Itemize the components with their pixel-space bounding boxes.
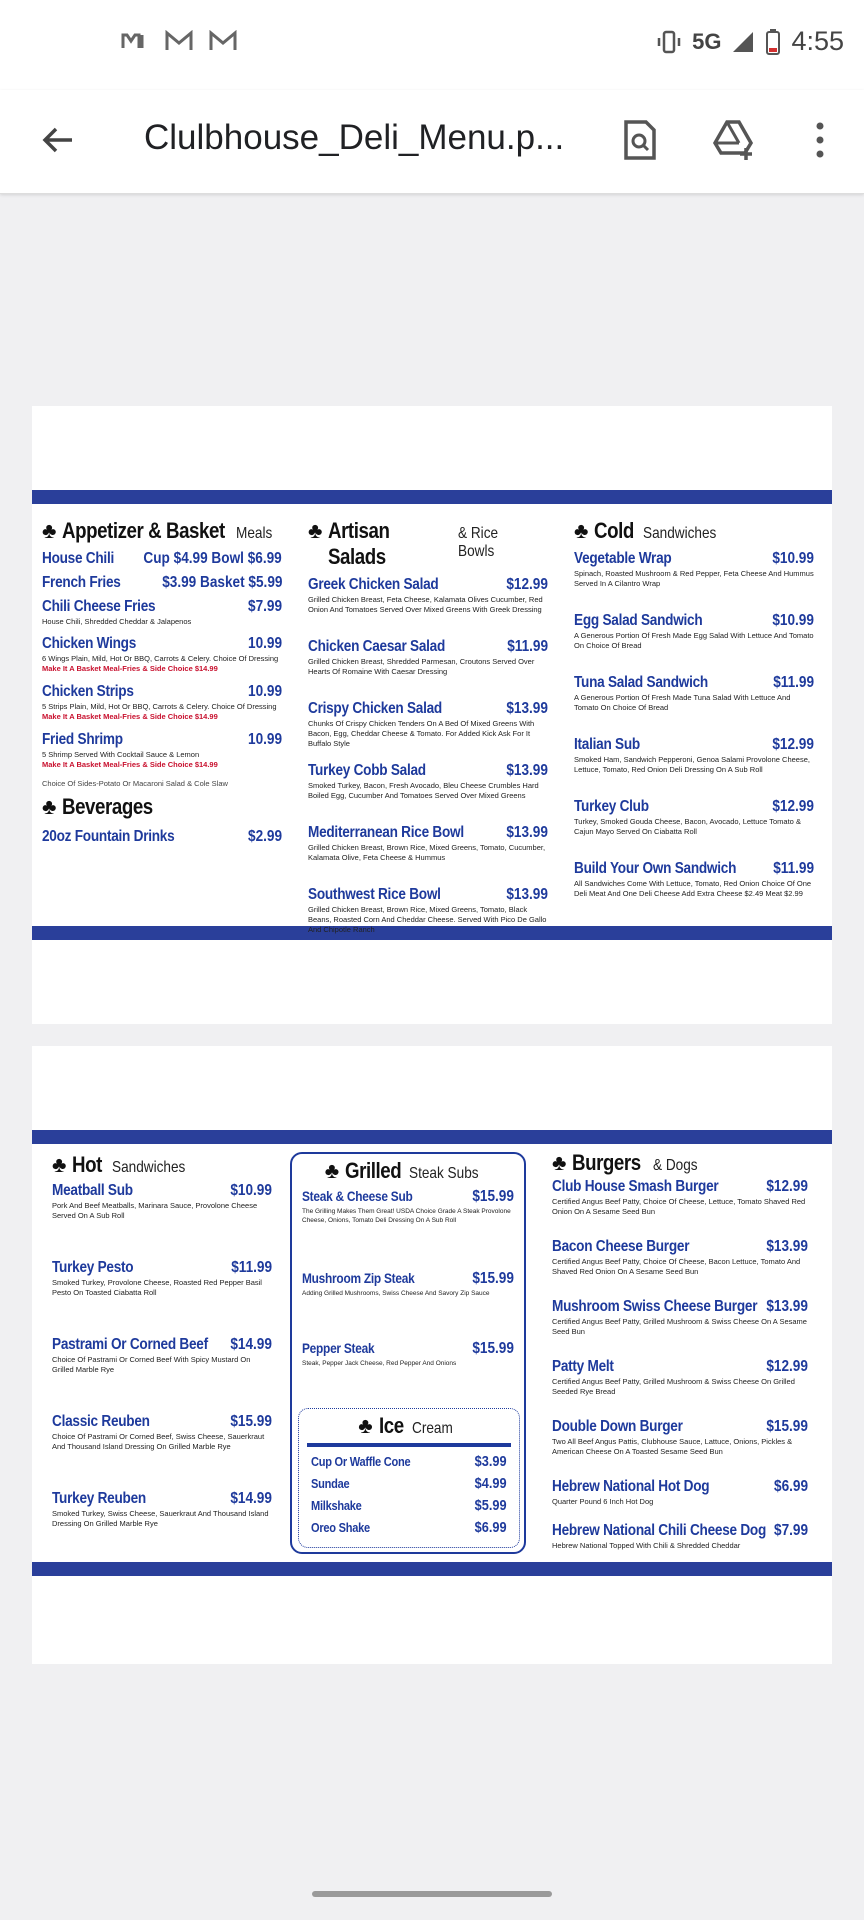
section-title: Artisan Salads [328, 518, 390, 569]
item-price: $3.99 Basket $5.99 [161, 574, 282, 591]
section-title: Cold [594, 518, 635, 543]
section-title: Ice [378, 1413, 404, 1438]
menu-item [52, 1490, 272, 1567]
menu-item [552, 1178, 808, 1238]
network-type: 5G [692, 28, 722, 54]
item-name: Turkey Pesto [52, 1259, 134, 1276]
basket-upgrade: Make It A Basket Meal-Fries & Side Choice $14.99 [42, 712, 218, 721]
item-description: Quarter Pound 6 Inch Hot Dog [552, 1497, 654, 1506]
menu-item [574, 860, 814, 916]
menu-item [42, 574, 282, 592]
item-name: 20oz Fountain Drinks [42, 828, 175, 845]
item-description: The Grilling Makes Them Great! USDA Choice Grade A Steak Provolone Cheese, Onions, Tomato Deli Dressing On A Sub Roll [302, 1208, 511, 1224]
item-description: All Sandwiches Come With Lettuce, Tomato, Red Onion Choice Of One Deli Meat And One Deli Cheese Add Extra Cheese $2.49 Meat $2.99 [574, 879, 812, 898]
gmail-icon-2 [208, 30, 238, 52]
section-subtitle: Meals [235, 525, 273, 542]
item-name: Club House Smash Burger [552, 1178, 719, 1195]
item-description: Adding Grilled Mushrooms, Swiss Cheese And Savory Zip Sauce [302, 1290, 490, 1297]
item-name: Tuna Salad Sandwich [574, 674, 708, 691]
menu-item [302, 1340, 514, 1390]
menu-item [308, 762, 548, 818]
item-name: Fried Shrimp [42, 731, 123, 748]
item-description: Grilled Chicken Breast, Brown Rice, Mixed Greens, Tomato, Black Beans, Roasted Corn And Cheddar Cheese. Served With Pico De Gallo And Chipotle Ranch [308, 905, 547, 934]
item-name: Pastrami Or Corned Beef [52, 1336, 208, 1353]
item-name: Chicken Strips [42, 683, 134, 700]
back-arrow-icon[interactable] [38, 120, 78, 160]
item-description: A Generous Portion Of Fresh Made Egg Salad With Lettuce And Tomato On Choice Of Bread [574, 631, 814, 650]
menu-item [574, 674, 814, 730]
item-description: Turkey, Smoked Gouda Cheese, Bacon, Avocado, Lettuce Tomato & Cajun Mayo Served On Ciabatta Roll [574, 817, 801, 836]
item-price: $15.99 [230, 1413, 272, 1430]
menu-item [552, 1522, 808, 1562]
item-name: Double Down Burger [552, 1418, 683, 1435]
item-price: $13.99 [506, 700, 548, 717]
item-name: Egg Salad Sandwich [574, 612, 703, 629]
menu-item [552, 1358, 808, 1418]
item-price: $13.99 [506, 762, 548, 779]
menu-item [52, 1259, 272, 1336]
section-subtitle: & Dogs [653, 1157, 698, 1174]
menu-item [552, 1298, 808, 1358]
vibrate-icon [656, 30, 682, 54]
menu-item [302, 1188, 514, 1270]
item-description: Grilled Chicken Breast, Feta Cheese, Kalamata Olives Cucumber, Red Onion And Tomatoes Served Over Mixed Greens With Greek Dressing [308, 595, 543, 614]
burgers-section [552, 1150, 808, 1562]
item-name: Pepper Steak [302, 1340, 375, 1356]
item-price: $14.99 [230, 1336, 272, 1353]
item-description: A Generous Portion Of Fresh Made Tuna Salad With Lettuce And Tomato On Choice Of Bread [574, 693, 791, 712]
item-price: 10.99 [247, 683, 282, 700]
signal-icon [731, 30, 755, 54]
battery-icon [765, 28, 781, 56]
item-name: House Chili [42, 550, 115, 567]
item-price: $13.99 [766, 1238, 808, 1255]
menu-item [308, 638, 548, 694]
item-price: $12.99 [766, 1358, 808, 1375]
item-price: $11.99 [231, 1259, 272, 1276]
menu-item [302, 1270, 514, 1340]
section-subtitle: Steak Subs [409, 1165, 479, 1182]
item-price: $11.99 [507, 638, 548, 655]
item-price: $7.99 [247, 598, 282, 615]
item-price: $14.99 [230, 1490, 272, 1507]
item-price: $4.99 [475, 1475, 507, 1492]
item-price: 10.99 [247, 635, 282, 652]
menu-item [574, 798, 814, 854]
menu-item [52, 1336, 272, 1413]
item-name: Turkey Club [574, 798, 649, 815]
section-title: Grilled [345, 1158, 402, 1183]
item-name: Oreo Shake [311, 1520, 370, 1535]
club-icon: ♣ [308, 518, 323, 543]
item-price: Cup $4.99 Bowl $6.99 [143, 550, 282, 567]
item-name: Patty Melt [552, 1358, 614, 1375]
item-price: $12.99 [506, 576, 548, 593]
pdf-page-1 [32, 406, 832, 1024]
item-name: Mushroom Swiss Cheese Burger [552, 1298, 758, 1315]
item-name: Crispy Chicken Salad [308, 700, 442, 717]
menu-item [42, 635, 282, 673]
item-name: Chicken Caesar Salad [308, 638, 446, 655]
grilled-section [290, 1152, 526, 1554]
menu-item [52, 1413, 272, 1490]
menu-item [311, 1497, 507, 1519]
search-document-icon[interactable] [618, 118, 662, 162]
item-name: Southwest Rice Bowl [308, 886, 441, 903]
item-price: $10.99 [772, 612, 814, 629]
item-description: House Chili, Shredded Cheddar & Jalapenos [42, 617, 192, 626]
section-title: Burgers [572, 1150, 642, 1175]
item-name: Mushroom Zip Steak [302, 1270, 415, 1286]
home-gesture-bar[interactable] [312, 1891, 552, 1897]
gmail-icon [164, 30, 194, 52]
item-name: Italian Sub [574, 736, 640, 753]
item-description: 6 Wings Plain, Mild, Hot Or BBQ, Carrots & Celery. Choice Of Dressing [42, 654, 279, 663]
item-description: Smoked Turkey, Provolone Cheese, Roasted Red Pepper Basil Pesto On Toasted Ciabatta Roll [52, 1278, 262, 1297]
item-description: 5 Strips Plain, Mild, Hot Or BBQ, Carrots & Celery. Choice Of Dressing [42, 702, 277, 711]
item-description: Spinach, Roasted Mushroom & Red Pepper, Feta Cheese And Hummus Served In A Cilantro Wrap [574, 569, 814, 588]
sides-note: Choice Of Sides-Potato Or Macaroni Salad & Cole Slaw [42, 779, 228, 788]
cold-sandwiches-section [574, 518, 814, 916]
club-icon: ♣ [42, 794, 57, 819]
item-description: Smoked Turkey, Bacon, Fresh Avocado, Bleu Cheese Crumbles Hard Boiled Egg, Cucumber And Tomatoes Served Over Mixed Greens [308, 781, 539, 800]
item-description: Chunks Of Crispy Chicken Tenders On A Bed Of Mixed Greens With Bacon, Egg, Cheddar Cheese & Tomato. For Added Kick Ask For It Buffalo Style [308, 719, 535, 748]
clock: 4:55 [791, 26, 844, 56]
menu-item [42, 550, 282, 568]
hot-sandwiches-section [52, 1152, 272, 1567]
item-name: Steak & Cheese Sub [302, 1188, 413, 1204]
section-title: Appetizer & Basket [62, 518, 226, 543]
item-name: Turkey Cobb Salad [308, 762, 426, 779]
menu-item [552, 1238, 808, 1298]
item-price: $3.99 [475, 1453, 507, 1470]
item-name: Hebrew National Hot Dog [552, 1478, 710, 1495]
item-name: French Fries [42, 574, 121, 591]
item-name: Hebrew National Chili Cheese Dog [552, 1522, 767, 1539]
item-price: $15.99 [472, 1340, 514, 1357]
item-description: Certified Angus Beef Patty, Choice Of Cheese, Lettuce, Tomato Shaved Red Onion On A Sesame Seed Bun [552, 1197, 806, 1216]
appetizer-section [42, 518, 282, 846]
menu-item [311, 1475, 507, 1497]
item-name: Turkey Reuben [52, 1490, 146, 1507]
item-name: Build Your Own Sandwich [574, 860, 737, 877]
club-icon: ♣ [552, 1150, 567, 1175]
menu-item [308, 824, 548, 880]
menu-item [42, 731, 282, 769]
menu-item [42, 598, 282, 627]
item-name: Chili Cheese Fries [42, 598, 156, 615]
ice-cream-section [298, 1408, 520, 1548]
pdf-page-2 [32, 1046, 832, 1664]
item-description: Certified Angus Beef Patty, Choice Of Cheese, Bacon Lettuce, Tomato And Shaved Red Onion On A Sesame Seed Bun [552, 1257, 801, 1276]
item-description: Choice Of Pastrami Or Corned Beef, Swiss Cheese, Sauerkraut And Thousand Island Dressing On Grilled Marble Rye [52, 1432, 265, 1451]
menu-item [308, 576, 548, 632]
add-to-drive-icon[interactable] [712, 118, 756, 162]
basket-upgrade: Make It A Basket Meal-Fries & Side Choice $14.99 [42, 760, 218, 769]
section-subtitle: Sandwiches [111, 1159, 185, 1176]
menu-item [574, 550, 814, 606]
item-price: $6.99 [475, 1519, 507, 1536]
item-description: Smoked Ham, Sandwich Pepperoni, Genoa Salami Provolone Cheese, Lettuce, Tomato, Red Onion Deli Dressing On A Sub Roll [574, 755, 810, 774]
item-price: $12.99 [772, 736, 814, 753]
beverages-heading [42, 794, 282, 820]
salads-section [308, 518, 548, 942]
item-name: Classic Reuben [52, 1413, 150, 1430]
item-description: Choice Of Pastrami Or Corned Beef With Spicy Mustard On Grilled Marble Rye [52, 1355, 251, 1374]
item-price: $12.99 [766, 1178, 808, 1195]
item-name: Bacon Cheese Burger [552, 1238, 690, 1255]
menu-item [552, 1478, 808, 1522]
section-title: Beverages [62, 794, 154, 819]
item-price: $11.99 [773, 860, 814, 877]
item-name: Milkshake [311, 1498, 362, 1513]
menu-item [574, 736, 814, 792]
item-price: $15.99 [472, 1188, 514, 1205]
menu-item [42, 683, 282, 721]
item-price: $13.99 [766, 1298, 808, 1315]
item-price: $11.99 [773, 674, 814, 691]
menu-item [552, 1418, 808, 1478]
item-description: Certified Angus Beef Patty, Grilled Mushroom & Swiss Cheese On Grilled Seeded Rye Bread [552, 1377, 795, 1396]
section-subtitle: Cream [411, 1420, 453, 1437]
item-name: Meatball Sub [52, 1182, 133, 1199]
item-price: $10.99 [772, 550, 814, 567]
item-price: $5.99 [475, 1497, 507, 1514]
menu-item [308, 700, 548, 756]
document-title: Clulbhouse_Deli_Menu.p... [144, 118, 565, 157]
item-name: Vegetable Wrap [574, 550, 672, 567]
section-title: Hot [72, 1152, 103, 1177]
section-subtitle: & Rice Bowls [457, 525, 498, 560]
more-options-icon[interactable] [800, 118, 844, 162]
menu-item [574, 612, 814, 668]
item-name: Sundae [311, 1476, 350, 1491]
item-description: Smoked Turkey, Swiss Cheese, Sauerkraut And Thousand Island Dressing On Grilled Marble Rye [52, 1509, 269, 1528]
item-description: Grilled Chicken Breast, Brown Rice, Mixed Greens, Tomato, Cucumber, Kalamata Olive, Feta Cheese & Hummus [308, 843, 546, 862]
item-price: $12.99 [772, 798, 814, 815]
item-name: Greek Chicken Salad [308, 576, 439, 593]
item-name: Mediterranean Rice Bowl [308, 824, 464, 841]
item-description: Grilled Chicken Breast, Shredded Parmesan, Croutons Served Over Hearts Of Romaine With Caesar Dressing [308, 657, 535, 676]
item-price: $2.99 [247, 828, 282, 845]
item-description: Pork And Beef Meatballs, Marinara Sauce, Provolone Cheese Served On A Sub Roll [52, 1201, 258, 1220]
menu-item [311, 1519, 507, 1541]
item-price: 10.99 [247, 731, 282, 748]
item-name: Cup Or Waffle Cone [311, 1454, 411, 1469]
status-bar [0, 0, 864, 90]
item-price: $15.99 [766, 1418, 808, 1435]
club-icon: ♣ [42, 518, 57, 543]
app-notification-icon [120, 30, 150, 52]
menu-item [52, 1182, 272, 1259]
item-description: Hebrew National Topped With Chili & Shredded Cheddar [552, 1541, 741, 1550]
basket-upgrade: Make It A Basket Meal-Fries & Side Choice $14.99 [42, 664, 218, 673]
item-price: $10.99 [230, 1182, 272, 1199]
club-icon: ♣ [324, 1158, 340, 1183]
top-band [32, 490, 832, 504]
item-price: $13.99 [506, 824, 548, 841]
item-price: $6.99 [773, 1478, 808, 1495]
club-icon: ♣ [574, 518, 589, 543]
app-bar [0, 90, 864, 194]
top-band [32, 1130, 832, 1144]
club-icon: ♣ [358, 1413, 373, 1438]
item-price: $15.99 [472, 1270, 514, 1287]
club-icon: ♣ [52, 1152, 67, 1177]
menu-item [308, 886, 548, 942]
notification-icons [120, 30, 238, 52]
item-description: 5 Shrimp Served With Cocktail Sauce & Lemon [42, 750, 200, 759]
item-description: Certified Angus Beef Patty, Grilled Mushroom & Swiss Cheese On A Sesame Seed Bun [552, 1317, 807, 1336]
item-price: $13.99 [506, 886, 548, 903]
section-subtitle: Sandwiches [643, 525, 717, 542]
menu-item [42, 828, 282, 846]
item-name: Chicken Wings [42, 635, 137, 652]
item-price: $7.99 [773, 1522, 808, 1539]
item-description: Steak, Pepper Jack Cheese, Red Pepper And Onions [302, 1360, 457, 1367]
menu-item [311, 1453, 507, 1475]
item-description: Two All Beef Angus Pattis, Clubhouse Sauce, Lattuce, Onions, Pickles & American Cheese On A Toasted Sesame Seed Bun [552, 1437, 793, 1456]
